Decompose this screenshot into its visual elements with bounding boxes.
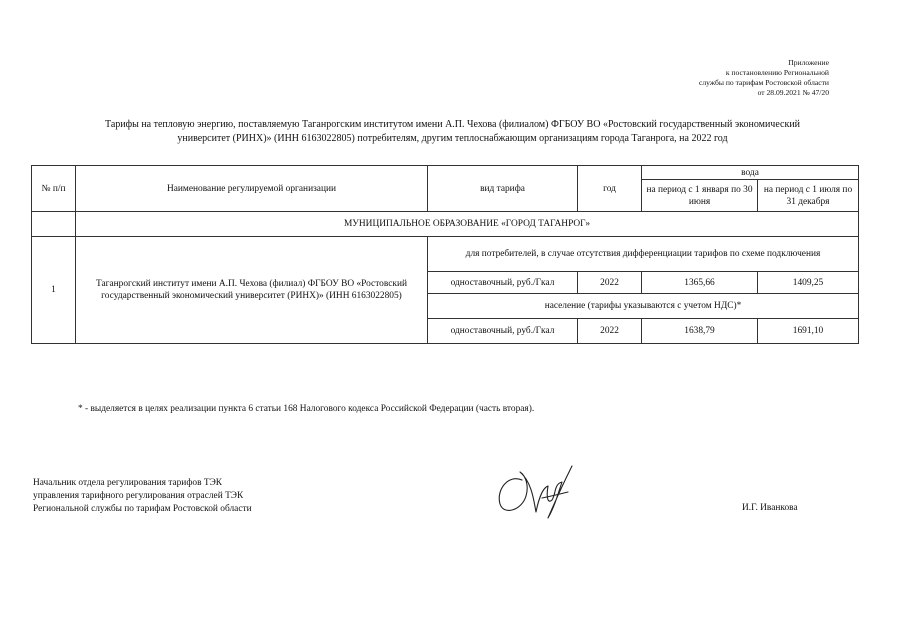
footnote: * - выделяется в целях реализации пункта 6 статьи 168 Налогового кодекса Российской Федерации (часть вторая). xyxy=(78,404,535,414)
document-title xyxy=(30,118,875,146)
title-line-1: Тарифы на тепловую энергию, поставляемую Таганрогским институтом имени А.П. Чехова (филиалом) ФГБОУ ВО «Ростовский государственный экономический xyxy=(104,119,801,130)
rate-type: одноставочный, руб./Гкал xyxy=(428,319,578,344)
signer-line: управления тарифного регулирования отраслей ТЭК xyxy=(33,491,244,501)
tariff-table xyxy=(31,165,859,344)
signer-line: Региональной службы по тарифам Ростовской области xyxy=(33,504,252,514)
section-consumers: для потребителей, в случае отсутствия дифференциации тарифов по схеме подключения xyxy=(428,237,859,272)
rate-period-1: 1638,79 xyxy=(642,319,758,344)
row-org: Таганрогский институт имени А.П. Чехова (филиал) ФГБОУ ВО «Ростовский государственный экономический университет (РИНХ)» (ИНН 6163022805) xyxy=(76,237,428,344)
appendix-line: службы по тарифам Ростовской области xyxy=(698,78,829,87)
municipality-name: МУНИЦИПАЛЬНОЕ ОБРАЗОВАНИЕ «ГОРОД ТАГАНРОГ» xyxy=(76,212,859,237)
municipality-blank xyxy=(32,212,76,237)
header-water: вода xyxy=(642,166,859,180)
appendix-line: от 28.09.2021 № 47/20 xyxy=(757,88,829,97)
appendix-line: Приложение xyxy=(788,58,829,67)
appendix-note xyxy=(589,58,829,98)
header-period-2: на период с 1 июля по 31 декабря xyxy=(758,180,859,212)
rate-year: 2022 xyxy=(578,272,642,294)
section-population: население (тарифы указываются с учетом НДС)* xyxy=(428,294,859,319)
rate-period-1: 1365,66 xyxy=(642,272,758,294)
table-row xyxy=(32,237,859,272)
title-line-2: университет (РИНХ)» (ИНН 6163022805) потребителям, другим теплоснабжающим организациям города Таганрога, на 2022 год xyxy=(177,133,728,144)
header-period-1: на период с 1 января по 30 июня xyxy=(642,180,758,212)
signature-image xyxy=(492,458,580,524)
signer-line: Начальник отдела регулирования тарифов ТЭК xyxy=(33,478,223,488)
rate-type: одноставочный, руб./Гкал xyxy=(428,272,578,294)
header-row xyxy=(32,166,859,180)
appendix-line: к постановлению Региональной xyxy=(725,68,829,77)
rate-year: 2022 xyxy=(578,319,642,344)
row-num: 1 xyxy=(32,237,76,344)
rate-period-2: 1409,25 xyxy=(758,272,859,294)
rate-period-2: 1691,10 xyxy=(758,319,859,344)
header-org: Наименование регулируемой организации xyxy=(76,166,428,212)
header-year: год xyxy=(578,166,642,212)
header-tariff-type: вид тарифа xyxy=(428,166,578,212)
signer-position xyxy=(33,477,252,516)
signee-name: И.Г. Иванкова xyxy=(742,503,798,513)
municipality-row xyxy=(32,212,859,237)
header-num: № п/п xyxy=(32,166,76,212)
